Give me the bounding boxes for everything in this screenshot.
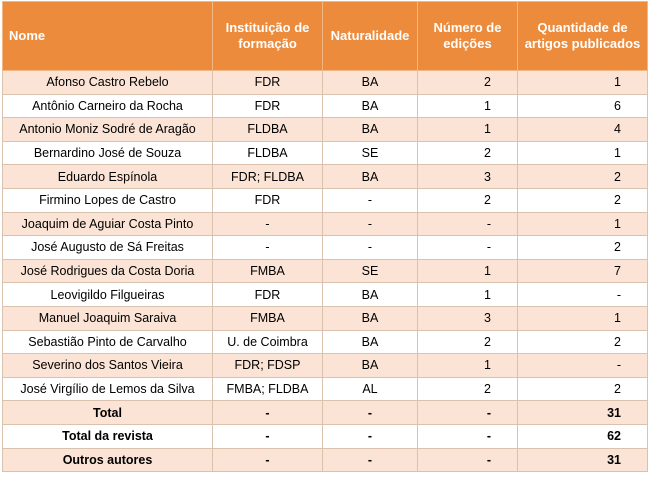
cell-instituicao: FMBA xyxy=(213,306,323,330)
cell-instituicao: FDR xyxy=(213,71,323,95)
cell-nome: Firmino Lopes de Castro xyxy=(3,188,213,212)
cell-edicoes: - xyxy=(418,236,518,260)
cell-nome: José Rodrigues da Costa Doria xyxy=(3,259,213,283)
cell-naturalidade: BA xyxy=(323,94,418,118)
table-row xyxy=(3,283,648,307)
cell-artigos: 31 xyxy=(518,448,648,472)
cell-naturalidade: - xyxy=(323,212,418,236)
cell-artigos: 2 xyxy=(518,188,648,212)
cell-edicoes: - xyxy=(418,212,518,236)
cell-instituicao: FMBA; FLDBA xyxy=(213,377,323,401)
cell-naturalidade: BA xyxy=(323,283,418,307)
cell-naturalidade: - xyxy=(323,448,418,472)
cell-nome: Total xyxy=(3,401,213,425)
cell-naturalidade: - xyxy=(323,188,418,212)
cell-artigos: 4 xyxy=(518,118,648,142)
header-nome: Nome xyxy=(3,2,213,71)
cell-edicoes: 1 xyxy=(418,94,518,118)
cell-nome: Sebastião Pinto de Carvalho xyxy=(3,330,213,354)
cell-instituicao: - xyxy=(213,448,323,472)
cell-naturalidade: BA xyxy=(323,330,418,354)
cell-edicoes: 1 xyxy=(418,259,518,283)
table-row xyxy=(3,94,648,118)
header-naturalidade: Naturalidade xyxy=(323,2,418,71)
cell-nome: José Virgílio de Lemos da Silva xyxy=(3,377,213,401)
cell-nome: Afonso Castro Rebelo xyxy=(3,71,213,95)
cell-naturalidade: BA xyxy=(323,165,418,189)
table-row xyxy=(3,141,648,165)
cell-naturalidade: BA xyxy=(323,71,418,95)
cell-artigos: 62 xyxy=(518,424,648,448)
cell-instituicao: FMBA xyxy=(213,259,323,283)
cell-edicoes: 2 xyxy=(418,141,518,165)
cell-edicoes: 1 xyxy=(418,354,518,378)
cell-instituicao: FDR xyxy=(213,94,323,118)
cell-naturalidade: SE xyxy=(323,141,418,165)
cell-instituicao: FDR xyxy=(213,283,323,307)
cell-edicoes: 2 xyxy=(418,71,518,95)
cell-artigos: - xyxy=(518,283,648,307)
cell-instituicao: FLDBA xyxy=(213,141,323,165)
cell-artigos: 31 xyxy=(518,401,648,425)
cell-nome: Total da revista xyxy=(3,424,213,448)
cell-instituicao: FDR; FLDBA xyxy=(213,165,323,189)
cell-artigos: 2 xyxy=(518,236,648,260)
summary-row xyxy=(3,424,648,448)
table-body xyxy=(3,71,648,472)
cell-naturalidade: - xyxy=(323,424,418,448)
header-edicoes: Número de edições xyxy=(418,2,518,71)
cell-nome: Outros autores xyxy=(3,448,213,472)
cell-instituicao: FDR xyxy=(213,188,323,212)
cell-nome: Joaquim de Aguiar Costa Pinto xyxy=(3,212,213,236)
cell-instituicao: - xyxy=(213,401,323,425)
table-row xyxy=(3,71,648,95)
table-row xyxy=(3,165,648,189)
header-instituicao: Instituição de formação xyxy=(213,2,323,71)
cell-naturalidade: SE xyxy=(323,259,418,283)
table-row xyxy=(3,306,648,330)
cell-instituicao: FLDBA xyxy=(213,118,323,142)
cell-artigos: - xyxy=(518,354,648,378)
cell-instituicao: U. de Coimbra xyxy=(213,330,323,354)
table-row xyxy=(3,118,648,142)
cell-artigos: 1 xyxy=(518,306,648,330)
cell-naturalidade: BA xyxy=(323,354,418,378)
cell-nome: Bernardino José de Souza xyxy=(3,141,213,165)
summary-row xyxy=(3,401,648,425)
authors-table xyxy=(2,1,648,472)
cell-nome: Eduardo Espínola xyxy=(3,165,213,189)
cell-artigos: 2 xyxy=(518,330,648,354)
cell-edicoes: 1 xyxy=(418,283,518,307)
table-row xyxy=(3,259,648,283)
cell-naturalidade: AL xyxy=(323,377,418,401)
cell-edicoes: - xyxy=(418,401,518,425)
cell-instituicao: FDR; FDSP xyxy=(213,354,323,378)
cell-edicoes: - xyxy=(418,424,518,448)
header-row xyxy=(3,2,648,71)
cell-instituicao: - xyxy=(213,212,323,236)
cell-nome: Antonio Moniz Sodré de Aragão xyxy=(3,118,213,142)
table-row xyxy=(3,236,648,260)
header-artigos: Quantidade de artigos publicados xyxy=(518,2,648,71)
cell-naturalidade: - xyxy=(323,236,418,260)
cell-edicoes: 3 xyxy=(418,165,518,189)
cell-naturalidade: BA xyxy=(323,306,418,330)
cell-artigos: 2 xyxy=(518,165,648,189)
cell-naturalidade: BA xyxy=(323,118,418,142)
cell-artigos: 7 xyxy=(518,259,648,283)
table-row xyxy=(3,377,648,401)
cell-artigos: 1 xyxy=(518,141,648,165)
summary-row xyxy=(3,448,648,472)
cell-artigos: 6 xyxy=(518,94,648,118)
cell-artigos: 2 xyxy=(518,377,648,401)
cell-artigos: 1 xyxy=(518,71,648,95)
table-row xyxy=(3,330,648,354)
cell-nome: Antônio Carneiro da Rocha xyxy=(3,94,213,118)
cell-edicoes: - xyxy=(418,448,518,472)
cell-edicoes: 3 xyxy=(418,306,518,330)
cell-artigos: 1 xyxy=(518,212,648,236)
cell-edicoes: 2 xyxy=(418,377,518,401)
table-row xyxy=(3,188,648,212)
cell-naturalidade: - xyxy=(323,401,418,425)
cell-nome: Leovigildo Filgueiras xyxy=(3,283,213,307)
cell-edicoes: 2 xyxy=(418,188,518,212)
table-row xyxy=(3,354,648,378)
cell-instituicao: - xyxy=(213,424,323,448)
table-row xyxy=(3,212,648,236)
cell-instituicao: - xyxy=(213,236,323,260)
cell-nome: José Augusto de Sá Freitas xyxy=(3,236,213,260)
cell-edicoes: 1 xyxy=(418,118,518,142)
cell-nome: Manuel Joaquim Saraiva xyxy=(3,306,213,330)
cell-nome: Severino dos Santos Vieira xyxy=(3,354,213,378)
cell-edicoes: 2 xyxy=(418,330,518,354)
